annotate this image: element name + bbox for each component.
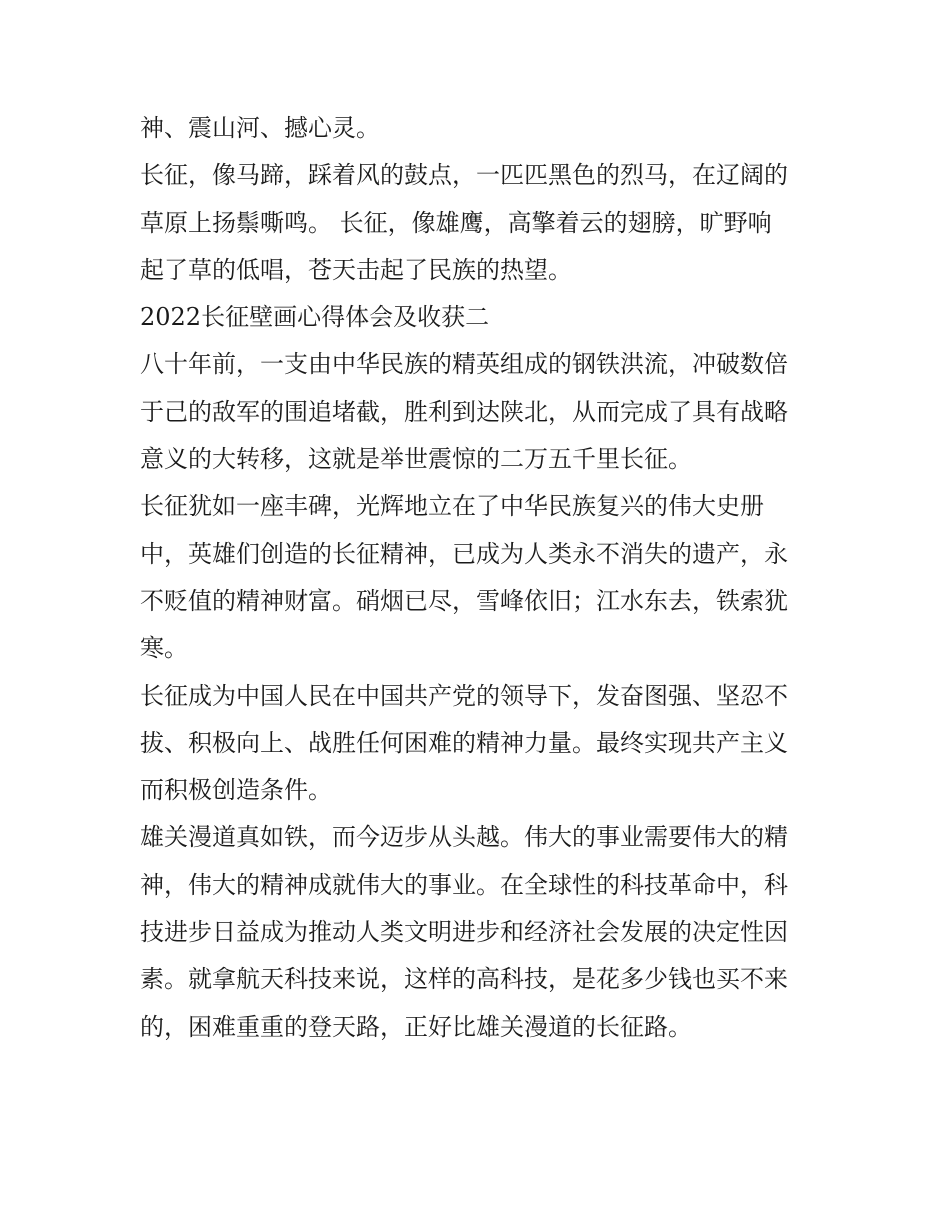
paragraph-line: 八十年前，一支由中华民族的精英组成的钢铁洪流，冲破数倍 [140,350,788,379]
paragraph-line: 中，英雄们创造的长征精神，已成为人类永不消失的遗产，永 [140,539,788,568]
section-paragraph-4 [140,814,815,1050]
section-title: 2022长征壁画心得体会及收获二 [140,303,490,332]
paragraph-line: 长征成为中国人民在中国共产党的领导下，发奋图强、坚忍不 [140,681,788,710]
paragraph-line: 素。就拿航天科技来说，这样的高科技，是花多少钱也买不来 [140,965,788,994]
paragraph-line: 草原上扬鬃嘶鸣。 长征，像雄鹰，高擎着云的翅膀，旷野响 [140,208,772,237]
section-paragraph-2 [140,483,815,672]
paragraph-line: 神、震山河、撼心灵。 [140,114,380,142]
paragraph-line: 而积极创造条件。 [140,776,332,805]
section-paragraph-3 [140,673,815,815]
paragraph-2 [140,152,815,294]
paragraph-line: 雄关漫道真如铁，而今迈步从头越。伟大的事业需要伟大的精 [140,823,788,852]
paragraph-line: 于己的敌军的围追堵截，胜利到达陕北，从而完成了具有战略 [140,397,788,426]
paragraph-line: 长征，像马蹄，踩着风的鼓点，一匹匹黑色的烈马，在辽阔的 [140,161,788,190]
paragraph-line: 不贬值的精神财富。硝烟已尽，雪峰依旧；江水东去，铁索犹 [140,586,788,615]
paragraph-line: 技进步日益成为推动人类文明进步和经济社会发展的决定性因 [140,918,788,947]
paragraph-line: 寒。 [140,634,188,663]
paragraph-1 [140,105,815,152]
section-paragraph-1 [140,341,815,483]
paragraph-line: 的，困难重重的登天路，正好比雄关漫道的长征路。 [140,1012,692,1041]
document-body [140,105,815,1051]
paragraph-line: 长征犹如一座丰碑，光辉地立在了中华民族复兴的伟大史册 [140,492,764,521]
paragraph-line: 神，伟大的精神成就伟大的事业。在全球性的科技革命中，科 [140,870,788,899]
paragraph-line: 拔、积极向上、战胜任何困难的精神力量。最终实现共产主义 [140,728,788,757]
paragraph-line: 意义的大转移，这就是举世震惊的二万五千里长征。 [140,445,692,474]
paragraph-line: 起了草的低唱，苍天击起了民族的热望。 [140,255,572,284]
